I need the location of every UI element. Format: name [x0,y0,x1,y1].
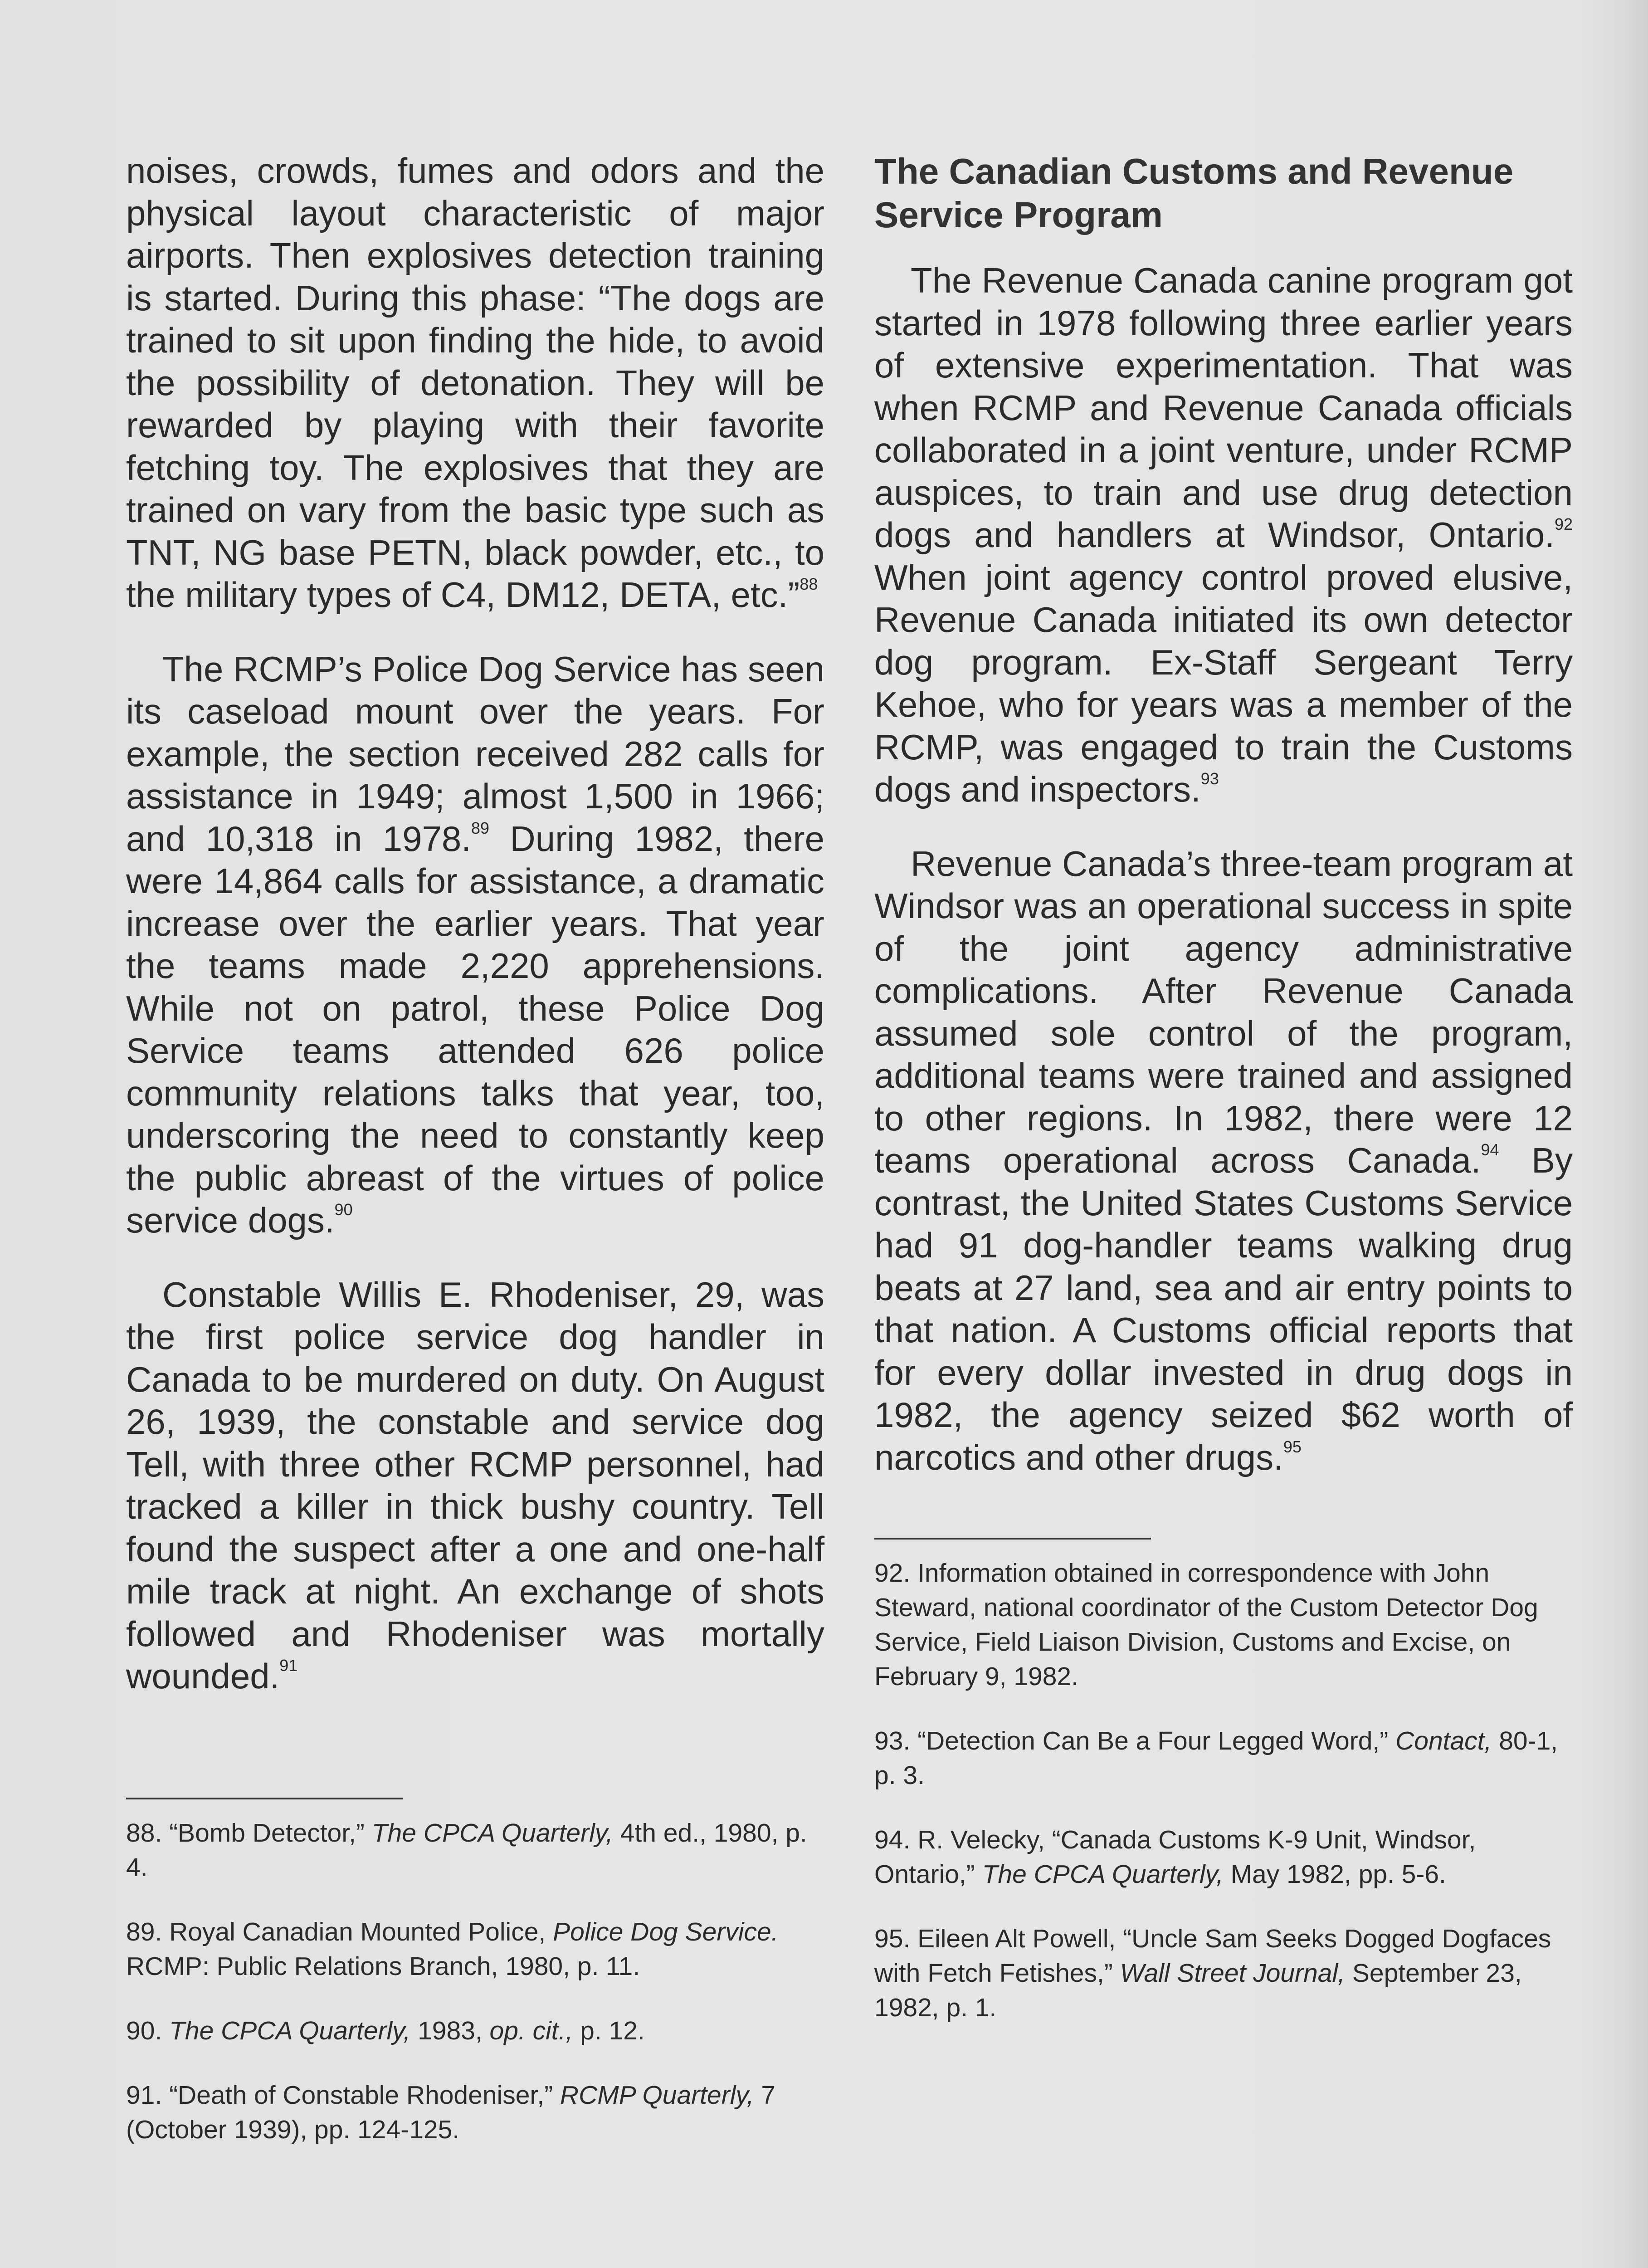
section-heading: The Canadian Customs and Revenue Service Program [874,151,1514,235]
footnote: 93. “Detection Can Be a Four Legged Word,” Contact, 80-1, p. 3. [874,1726,1558,1790]
footnote: 89. Royal Canadian Mounted Police, Police Dog Service. RCMP: Public Relations Branch, 1980, p. 11. [126,1917,779,1981]
left-column [126,150,824,2177]
footnote-ref: 91 [279,1656,298,1675]
footnote: 88. “Bomb Detector,” The CPCA Quarterly, 4th ed., 1980, p. 4. [126,1818,807,1882]
footnote: 90. The CPCA Quarterly, 1983, op. cit., p. 12. [126,2016,645,2045]
paragraph: The RCMP’s Police Dog Service has seen its caseload mount over the years. For example, the section received 282 calls for assistance in 1949; almost 1,500 in 1966; and 10,318 in 1978.89 During 1982, there were 14,864 calls for assistance, a dramatic increase over the earlier years. That year the teams made 2,220 apprehensions. While not on patrol, these Police Dog Service teams attended 626 police community relations talks that year, too, underscoring the need to constantly keep the public abreast of the virtues of police service dogs.$^{90}$ [126,649,824,1240]
footnote-divider [126,1798,403,1799]
footnote-ref: 88 [800,575,818,593]
paragraph: The Revenue Canada canine program got started in 1978 following three earlier years of extensive experimentation. That was when RCMP and Revenue Canada officials collaborated in a joint venture, under RCMP auspices, to train and use drug detection dogs and handlers at Windsor, Ontario.$^{92}$ When joint agency control proved elusive, Revenue Canada initiated its own detector dog program. Ex-Staff Sergeant Terry Kehoe, who for years was a member of the RCMP, was engaged to train the Customs dogs and inspectors.$^{93}$ [874,260,1573,809]
footnote: 92. Information obtained in correspondence with John Steward, national coordinator of the Custom Detector Dog Service, Field Liaison Division, Customs and Excise, on February 9, 1982. [874,1559,1538,1691]
footnote-ref: 92 [1554,515,1573,533]
footnote-ref: 95 [1283,1437,1302,1456]
footnote: 95. Eileen Alt Powell, “Uncle Sam Seeks Dogged Dogfaces with Fetch Fetishes,” Wall Street Journal, September 23, 1982, p. 1. [874,1924,1551,2022]
paragraph: Revenue Canada’s three-team program at Windsor was an operational success in spite of the joint agency administrative complications. After Revenue Canada assumed sole control of the program, additional teams were trained and assigned to other regions. In 1982, there were 12 teams operational across Canada.$^{94}$ By contrast, the United States Customs Service had 91 dog-handler teams walking drug beats at 27 land, sea and air entry points to that nation. A Customs official reports that for every dollar invested in drug dogs in 1982, the agency seized $62 worth of narcotics and other drugs.$^{95}$ [874,843,1573,1477]
page-edge [1621,0,1648,2268]
footnote-ref: 94 [1481,1140,1499,1159]
footnote: 94. R. Velecky, “Canada Customs K-9 Unit, Windsor, Ontario,” The CPCA Quarterly, May 1982, pp. 5-6. [874,1825,1476,1889]
footnote: 91. “Death of Constable Rhodeniser,” RCMP Quarterly, 7 (October 1939), pp. 124-125. [126,2080,776,2144]
footnote-divider [874,1538,1151,1540]
footnote-ref: 93 [1200,769,1219,788]
paragraph: noises, crowds, fumes and odors and the physical layout characteristic of major airports. Then explosives detection training is started. During this phase: “The dogs are trained to sit upon finding the hide, to avoid the possibility of detonation. They will be rewarded by playing with their favorite fetching toy. The explosives that they are trained on vary from the basic type such as TNT, NG base PETN, black powder, etc., to the military types of C4, DM12, DETA, etc.”$^{88}$ [126,151,824,615]
paragraph: Constable Willis E. Rhodeniser, 29, was the first police service dog handler in Canada to be murdered on duty. On August 26, 1939, the constable and service dog Tell, with three other RCMP personnel, had tracked a killer in thick bushy country. Tell found the suspect after a one and one-half mile track at night. An exchange of shots followed and Rhodeniser was mortally wounded.$^{91}$ [126,1274,824,1696]
footnote-ref: 89 [471,818,489,837]
right-column [874,150,1573,2055]
footnote-ref: 90 [334,1200,353,1219]
